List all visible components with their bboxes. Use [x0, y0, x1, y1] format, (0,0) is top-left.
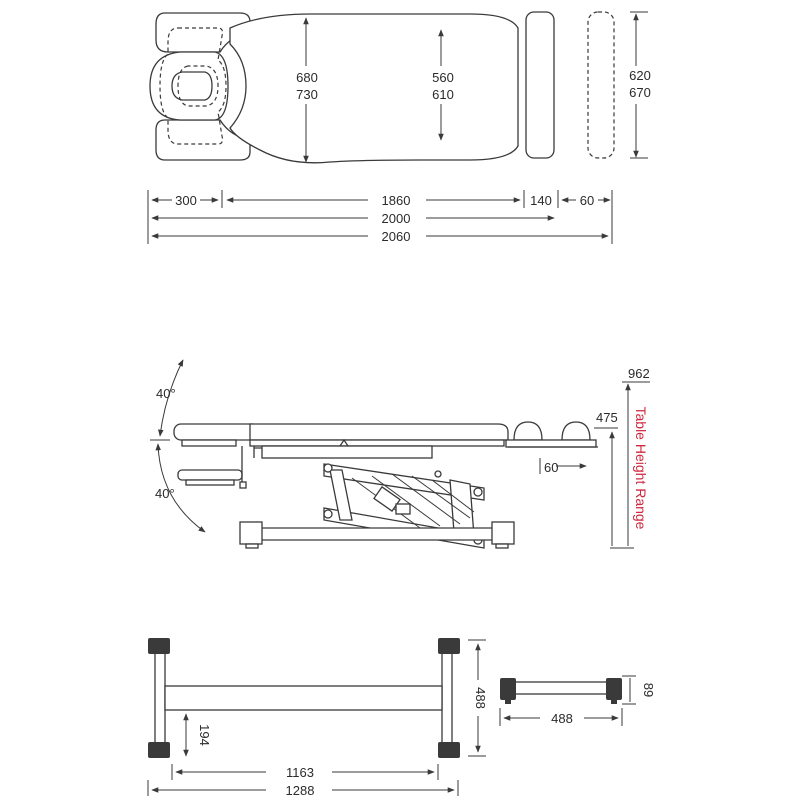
- headrest-width-2: 730: [296, 87, 318, 102]
- base-beam: [165, 686, 442, 710]
- side-view: [150, 360, 650, 548]
- angle-up-label: 40°: [156, 386, 176, 401]
- end-dim-height: 89: [641, 682, 656, 698]
- end-view-bar: [506, 682, 618, 694]
- table-height-range-label: Table Height Range: [633, 406, 649, 530]
- dim-foot: 140: [530, 193, 552, 208]
- headrest-width-1: 680: [296, 70, 318, 85]
- angle-down-label: 40°: [155, 486, 175, 501]
- footrest-extension-dashed: [588, 12, 614, 158]
- side-foot-pad-1: [514, 422, 542, 440]
- max-height: 962: [628, 366, 650, 381]
- footrest-width-2: 670: [629, 85, 651, 100]
- base-dim-inner: 1163: [286, 765, 314, 780]
- dim-total-1: 2000: [381, 211, 411, 226]
- end-dim-width: 488: [551, 711, 573, 726]
- body-width-1: 560: [432, 70, 454, 85]
- dim-body: 1860: [381, 193, 411, 208]
- base-leg-right: [442, 652, 452, 744]
- dim-ext: 60: [579, 193, 595, 208]
- dim-total-2: 2060: [381, 229, 411, 244]
- side-foot-pad-2: [562, 422, 590, 440]
- footrest-width-1: 620: [629, 68, 651, 83]
- side-base: [246, 528, 512, 540]
- body-width-2: 610: [432, 87, 454, 102]
- side-dim-ext: 60: [544, 460, 559, 475]
- side-table-top: [250, 424, 508, 440]
- min-height: 475: [596, 410, 618, 425]
- top-view: [148, 12, 654, 244]
- base-dim-width: 488: [473, 687, 488, 709]
- base-dim-outer: 1288: [285, 783, 315, 798]
- dim-head: 300: [175, 193, 197, 208]
- footrest-cushion: [526, 12, 554, 158]
- table-top-cushion: [230, 14, 518, 163]
- side-headrest: [174, 424, 260, 440]
- base-view: [148, 638, 656, 798]
- base-dim-foot: 194: [197, 724, 212, 746]
- base-leg-left: [155, 652, 165, 744]
